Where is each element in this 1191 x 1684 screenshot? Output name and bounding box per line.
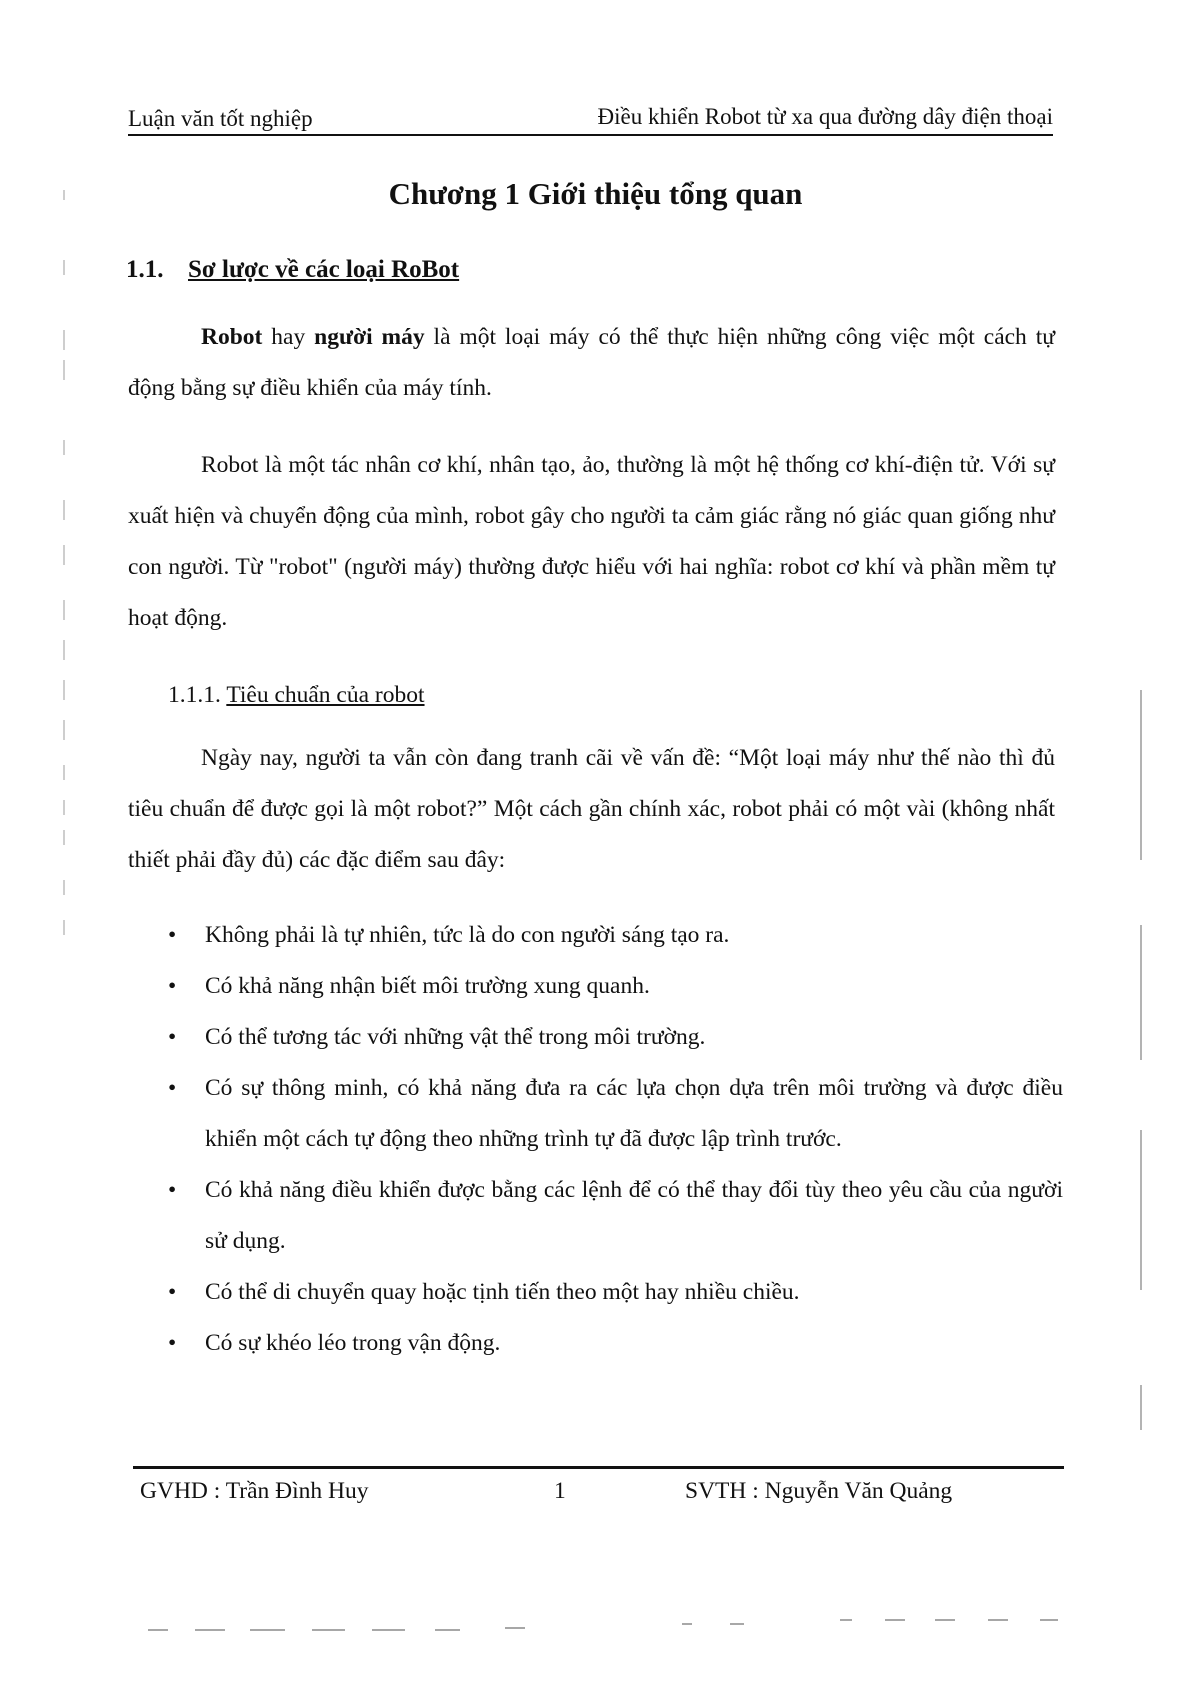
- list-item: [128, 961, 1063, 1012]
- bullet-icon: •: [168, 1024, 177, 1050]
- footer-supervisor: GVHD : Trần Đình Huy: [140, 1478, 369, 1504]
- paragraph-robot-description: Robot là một tác nhân cơ khí, nhân tạo, ảo, thường là một hệ thống cơ khí-điện tử. Với sự xuất hiện và chuyển động của mình, robot gây cho người ta cảm giác rằng nó giác quan giống như con người. Từ "robot" (người máy) thường được hiểu với hai nghĩa: robot cơ khí và phần mềm tự hoạt động.: [128, 452, 1055, 631]
- section-number: 1.1.: [126, 256, 164, 283]
- para1-text1: hay: [262, 324, 315, 350]
- bold-nguoi-may: người máy: [314, 324, 425, 350]
- list-item: [128, 1165, 1063, 1267]
- bullet-icon: •: [168, 1075, 177, 1101]
- footer-student: SVTH : Nguyễn Văn Quảng: [685, 1478, 953, 1504]
- footer-divider: [133, 1466, 1064, 1469]
- paragraph-robot-criteria: Ngày nay, người ta vẫn còn đang tranh cãi về vấn đề: “Một loại máy như thế nào thì đủ tiêu chuẩn để được gọi là một robot?” Một cách gần chính xác, robot phải có một vài (không nhất thiết phải đầy đủ) các đặc điểm sau đây:: [128, 745, 1055, 873]
- paragraph-robot-definition: [128, 312, 1055, 414]
- list-item: [128, 1267, 1063, 1318]
- list-item: [128, 1063, 1063, 1165]
- list-item: [128, 910, 1063, 961]
- subsection-heading: [168, 682, 425, 709]
- list-item-text: Có khả năng điều khiển được bằng các lệnh để có thể thay đổi tùy theo yêu cầu của người sử dụng.: [205, 1177, 1063, 1254]
- section-heading: [126, 256, 459, 284]
- section-title: Sơ lược về các loại RoBot: [188, 256, 460, 283]
- bullet-icon: •: [168, 1330, 177, 1356]
- bullet-icon: •: [168, 973, 177, 999]
- criteria-list: [128, 910, 1063, 1369]
- list-item-text: Có sự thông minh, có khả năng đưa ra các lựa chọn dựa trên môi trường và được điều khiển một cách tự động theo những trình tự đã được lập trình trước.: [205, 1075, 1063, 1152]
- list-item: [128, 1318, 1063, 1369]
- list-item: [128, 1012, 1063, 1063]
- chapter-title: Chương 1 Giới thiệu tổng quan: [388, 176, 803, 211]
- subsection-number: 1.1.1.: [168, 682, 221, 708]
- list-item-text: Có thể tương tác với những vật thể trong môi trường.: [205, 1024, 706, 1050]
- bold-robot: Robot: [201, 324, 263, 350]
- list-item-text: Không phải là tự nhiên, tức là do con người sáng tạo ra.: [205, 922, 730, 948]
- page-number: 1: [554, 1478, 566, 1504]
- list-item-text: Có thể di chuyển quay hoặc tịnh tiến theo một hay nhiều chiều.: [205, 1279, 800, 1305]
- page-header: [128, 100, 1053, 136]
- bullet-icon: •: [168, 1279, 177, 1305]
- subsection-title: Tiêu chuẩn của robot: [226, 682, 425, 708]
- bullet-icon: •: [168, 922, 177, 948]
- para1-text2: là một loại máy có thể thực hiện những công việc một cách tự động bằng sự điều khiển của máy tính.: [128, 324, 1055, 401]
- header-right: Điều khiển Robot từ xa qua đường dây điện thoại: [597, 104, 1053, 129]
- list-item-text: Có khả năng nhận biết môi trường xung quanh.: [205, 973, 650, 999]
- header-left: Luận văn tốt nghiệp: [128, 106, 313, 131]
- list-item-text: Có sự khéo léo trong vận động.: [205, 1330, 501, 1356]
- bullet-icon: •: [168, 1177, 177, 1203]
